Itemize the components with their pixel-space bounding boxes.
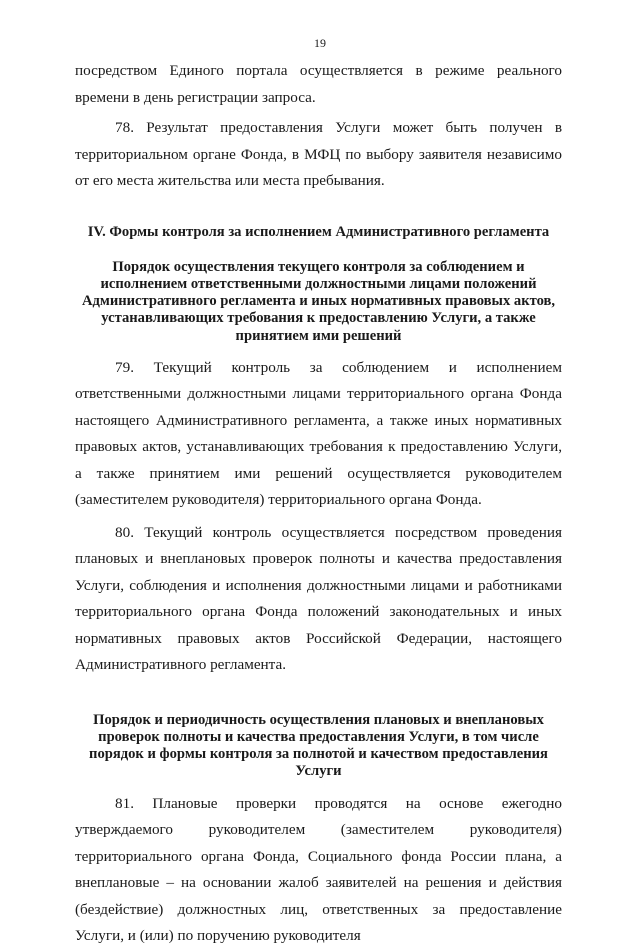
paragraph-80: 80. Текущий контроль осуществляется посредством проведения плановых и внеплановых проверок полноты и качества предоставления Услуги, соблюдения и исполнения должностными лицами и работниками территориального органа Фонда положений законодательных и иных нормативных правовых актов Российской Федерации, настоящего Административного регламента. [75, 523, 562, 674]
page-number: 19 [314, 36, 326, 50]
chapter-heading: IV. Формы контроля за исполнением Административного регламента [87, 223, 550, 240]
paragraph-continuation: посредством Единого портала осуществляется в режиме реального времени в день регистрации запроса. [75, 62, 562, 106]
paragraph-78: 78. Результат предоставления Услуги может быть получен в территориальном органе Фонда, в МФЦ по выбору заявителя независимо от его места жительства или места пребывания. [75, 119, 562, 189]
page-content [75, 58, 562, 950]
paragraph-79: 79. Текущий контроль за соблюдением и исполнением ответственными должностными лицами территориального органа Фонда настоящего Административного регламента, а также иных нормативных правовых актов, устанавливающих требования к предоставлению Услуги, а также принятием ими решений осуществляется руководителем (заместителем руководителя) территориального органа Фонда. [75, 358, 562, 509]
section-heading-current-control: Порядок осуществления текущего контроля за соблюдением и исполнением ответственными должностными лицами положений Административного регламента и иных нормативных правовых актов, устанавливающих требования к предоставлению Услуги, а также принятием ими решений [81, 258, 556, 344]
paragraph-81: 81. Плановые проверки проводятся на основе ежегодно утверждаемого руководителем (заместителем руководителя) территориального органа Фонда, Социального фонда России плана, а внеплановые – на основании жалоб заявителей на решения и действия (бездействие) должностных лиц, ответственных за предоставление Услуги, и (или) по поручению руководителя [75, 794, 562, 945]
section-heading-periodicity: Порядок и периодичность осуществления плановых и внеплановых проверок полноты и качества предоставления Услуги, в том числе порядок и формы контроля за полнотой и качеством предоставления Услуги [89, 711, 548, 780]
